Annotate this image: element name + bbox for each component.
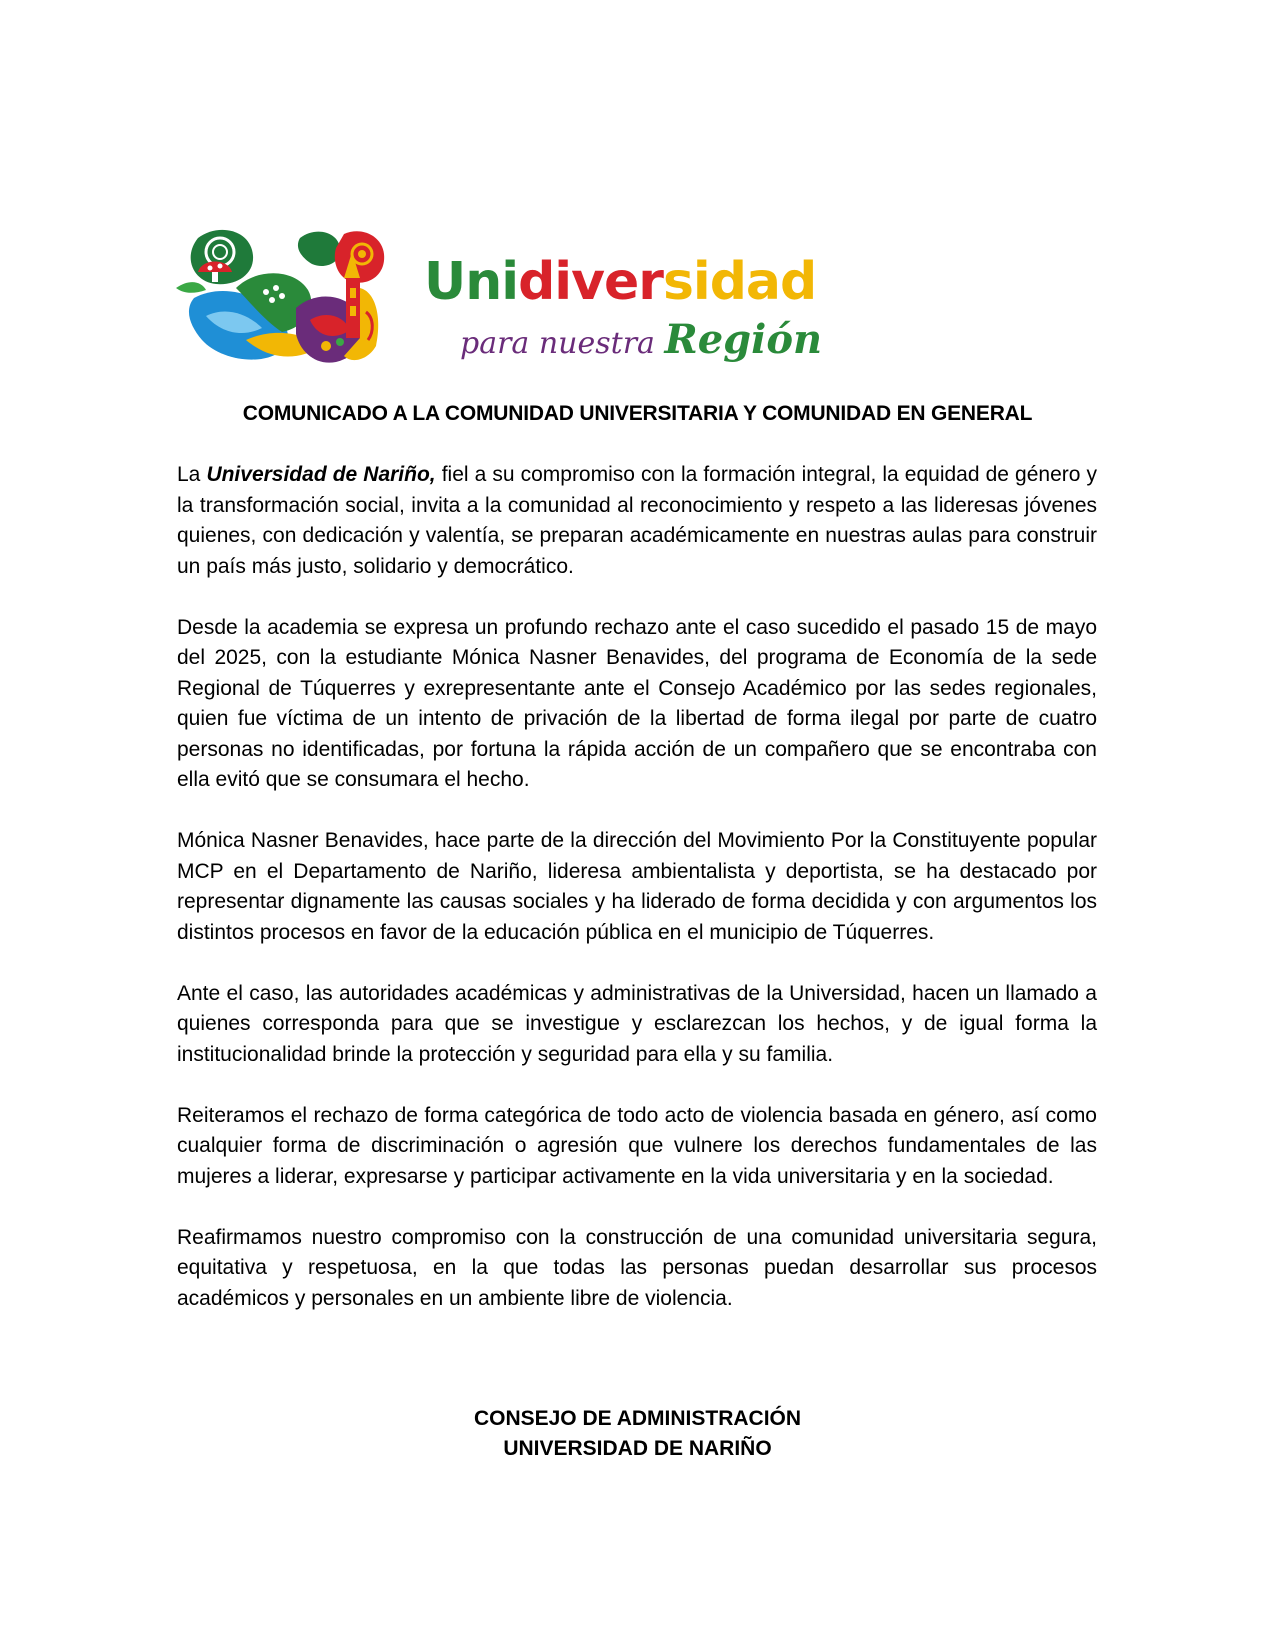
document-title: COMUNICADO A LA COMUNIDAD UNIVERSITARIA Y COMUNIDAD EN GENERAL	[242, 402, 1033, 425]
paragraph-5: Reiteramos el rechazo de forma categórica de todo acto de violencia basada en género, así como cualquier forma de discriminación o agresión que vulnere los derechos fundamentales de las mujeres a liderar, expresarse y participar activamente en la vida universitaria y en la sociedad.	[177, 1103, 1097, 1188]
logo-tagline-part2: Región	[664, 316, 823, 363]
paragraph-1-lead: La	[177, 463, 207, 486]
logo-emblem-icon	[176, 228, 438, 376]
paragraph-3: Mónica Nasner Benavides, hace parte de la dirección del Movimiento Por la Constituyente popular MCP en el Departamento de Nariño, lideresa ambientalista y deportista, se ha destacado por representar dignamente las causas sociales y ha liderado de forma decidida y con argumentos los distintos procesos en favor de la educación pública en el municipio de Túquerres.	[177, 829, 1097, 944]
paragraph-4: Ante el caso, las autoridades académicas y administrativas de la Universidad, hacen un llamado a quienes corresponda para que se investigue y esclarezcan los hechos, y de igual forma la institucionalidad brinde la protección y seguridad para ella y su familia.	[177, 981, 1097, 1066]
logo-wordmark-part2: diver	[518, 252, 663, 312]
paragraph-1	[177, 460, 1097, 582]
signature-block	[0, 1404, 1275, 1464]
logo-wordmark-part1: Uni	[424, 252, 519, 312]
logo-tagline	[460, 316, 822, 363]
signature-line-2: UNIVERSIDAD DE NARIÑO	[503, 1437, 772, 1460]
paragraph-6: Reafirmamos nuestro compromiso con la construcción de una comunidad universitaria segura, equitativa y respetuosa, en la que todas las personas puedan desarrollar sus procesos académicos y personales en un ambiente libre de violencia.	[177, 1225, 1097, 1310]
logo-wordmark	[424, 252, 817, 312]
logo-tagline-part1: para nuestra	[460, 326, 665, 361]
signature-line-1: CONSEJO DE ADMINISTRACIÓN	[473, 1407, 802, 1430]
logo-wordmark-part3: sidad	[662, 252, 817, 312]
university-logo	[176, 228, 856, 378]
paragraph-2: Desde la academia se expresa un profundo rechazo ante el caso sucedido el pasado 15 de mayo del 2025, con la estudiante Mónica Nasner Benavides, del programa de Economía de la sede Regional de Túquerres y exrepresentante ante el Consejo Académico por las sedes regionales, quien fue víctima de un intento de privación de la libertad de forma ilegal por parte de cuatro personas no identificadas, por fortuna la rápida acción de un compañero que se encontraba con ella evitó que se consumara el hecho.	[177, 615, 1097, 791]
document-body	[177, 460, 1097, 1345]
institution-name: Universidad de Nariño,	[206, 463, 436, 486]
paragraph-1-rest: fiel a su compromiso con la formación integral, la equidad de género y la transformación social, invita a la comunidad al reconocimiento y respeto a las lideresas jóvenes quienes, con dedicación y valentía, se preparan académicamente en nuestras aulas para construir un país más justo, solidario y democrático.	[177, 463, 1097, 578]
